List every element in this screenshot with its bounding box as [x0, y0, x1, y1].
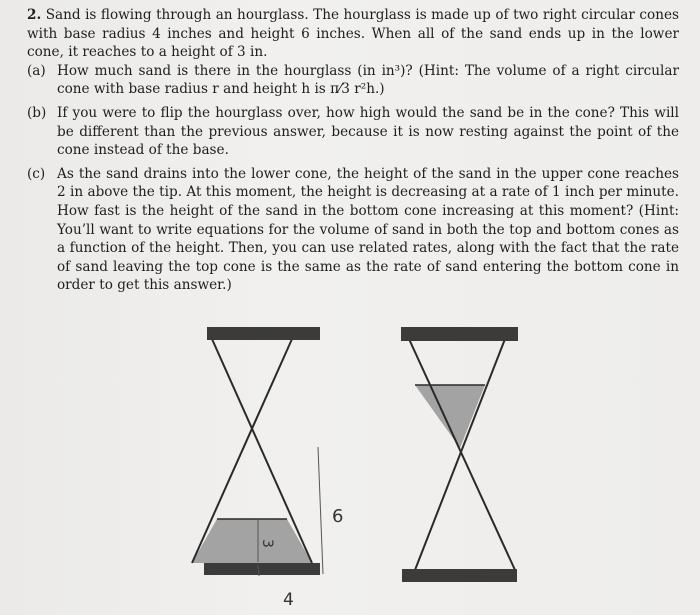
- part-a-text: How much sand is there in the hourglass (in in³)? (Hint: The volume of a right circular cone with base radius r and height h is π⁄3 r²h.): [57, 62, 679, 98]
- left-bottom-sand: [192, 519, 312, 563]
- part-b-text: If you were to flip the hourglass over, how high would the sand be in the cone? This will be different than the previous answer, because it is now resting against the point of the cone instead of the base.: [57, 104, 679, 159]
- part-c-text: As the sand drains into the lower cone, the height of the sand in the upper cone reaches 2 in above the tip. At this moment, the height is decreasing at a rate of 1 inch per minute. How fast is the height of the sand in the bottom cone increasing at this moment? (Hint: You’ll want to write equations for the volume of sand in both the top and bottom cones as a function of the height. Then, you can use related rates, along with the fact that the rate of sand leaving the top cone is the same as the rate of sand entering the bottom cone in order to get this answer.): [57, 165, 679, 294]
- part-b: [27, 104, 679, 160]
- part-a: [27, 62, 679, 99]
- hourglass-left: [192, 327, 343, 610]
- sand-height-label: 3: [259, 539, 275, 548]
- cone-height-label: 6: [332, 506, 344, 527]
- base-radius-label: 4: [283, 590, 294, 610]
- part-b-label: (b): [27, 104, 47, 121]
- part-a-label: (a): [27, 62, 46, 79]
- cone-height-marker: [318, 447, 323, 574]
- right-diagonal-2: [415, 339, 505, 570]
- right-bottom-bar: [402, 569, 517, 582]
- hourglass-figure: [180, 322, 540, 612]
- problem-intro: [27, 6, 679, 62]
- problem-intro-text: Sand is flowing through an hourglass. The hourglass is made up of two right circular cones with base radius 4 inches and height 6 inches. When all of the sand ends up in the lower cone, it reaches to a height of 3 in.: [27, 7, 679, 61]
- left-bottom-bar: [204, 563, 320, 575]
- left-top-bar: [207, 327, 320, 340]
- part-c: [27, 165, 679, 295]
- part-c-label: (c): [27, 165, 46, 182]
- problem-text: [27, 6, 679, 300]
- hourglass-right: [401, 327, 518, 582]
- right-diagonal-1: [409, 339, 515, 570]
- right-top-bar: [401, 327, 518, 341]
- hourglass-diagram: [180, 322, 540, 612]
- problem-number: 2.: [27, 7, 42, 23]
